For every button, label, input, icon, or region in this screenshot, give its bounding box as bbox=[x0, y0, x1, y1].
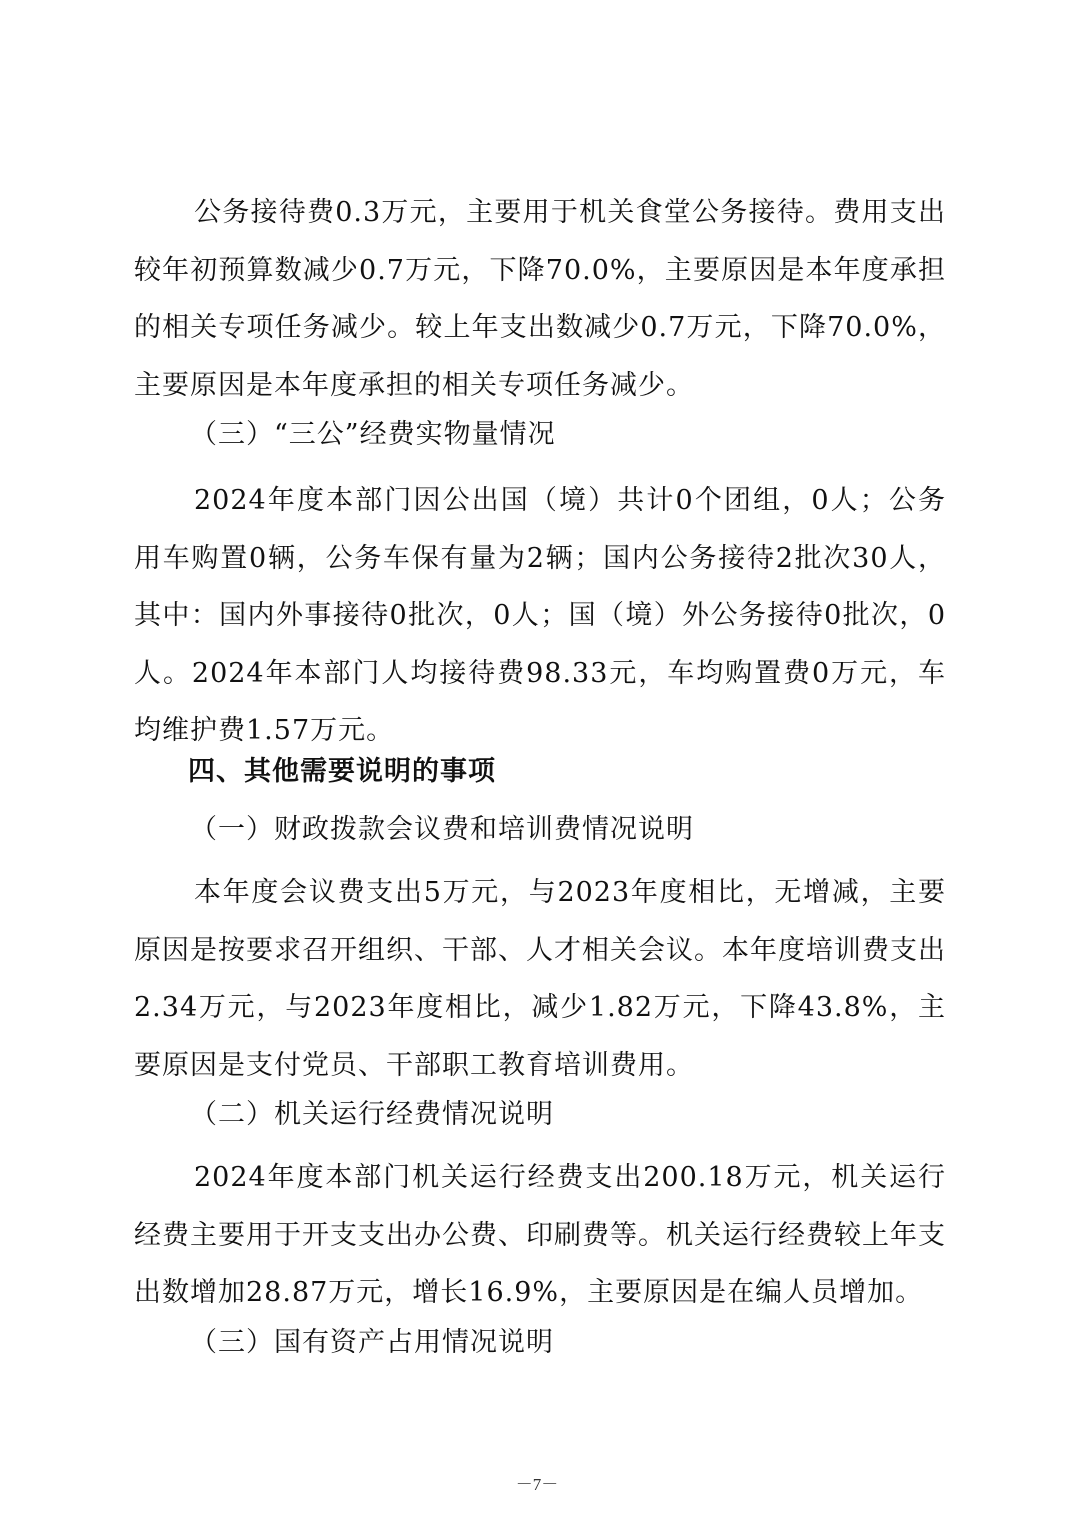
paragraph-operating-expenses: 2024年度本部门机关运行经费支出200.18万元，机关运行经费主要用于开支支出办公费、印刷费等。机关运行经费较上年支出数增加28.87万元，增长16.9%，主要原因是在编人员增加。 bbox=[134, 1162, 946, 1308]
section-heading-state-assets: （三）国有资产占用情况说明 bbox=[190, 1327, 554, 1358]
page-number: －7－ bbox=[515, 1475, 559, 1494]
paragraph-reception-expenses: 公务接待费0.3万元，主要用于机关食堂公务接待。费用支出较年初预算数减少0.7万元，下降70.0%，主要原因是本年度承担的相关专项任务减少。较上年支出数减少0.7万元，下降70.0%，主要原因是本年度承担的相关专项任务减少。 bbox=[134, 197, 946, 401]
section-heading-other-matters: 四、其他需要说明的事项 bbox=[188, 756, 496, 787]
section-heading-meeting-training: （一）财政拨款会议费和培训费情况说明 bbox=[190, 814, 694, 845]
section-heading-physical-quantity: （三）“三公”经费实物量情况 bbox=[190, 419, 556, 450]
section-heading-operating-expenses: （二）机关运行经费情况说明 bbox=[190, 1099, 554, 1130]
paragraph-physical-quantity: 2024年度本部门因公出国（境）共计0个团组，0人；公务用车购置0辆，公务车保有量为2辆；国内公务接待2批次30人，其中：国内外事接待0批次，0人；国（境）外公务接待0批次，0人。2024年本部门人均接待费98.33元，车均购置费0万元，车均维护费1.57万元。 bbox=[134, 485, 946, 746]
paragraph-meeting-training: 本年度会议费支出5万元，与2023年度相比，无增减，主要原因是按要求召开组织、干部、人才相关会议。本年度培训费支出2.34万元，与2023年度相比，减少1.82万元，下降43.8%，主要原因是支付党员、干部职工教育培训费用。 bbox=[134, 877, 946, 1081]
